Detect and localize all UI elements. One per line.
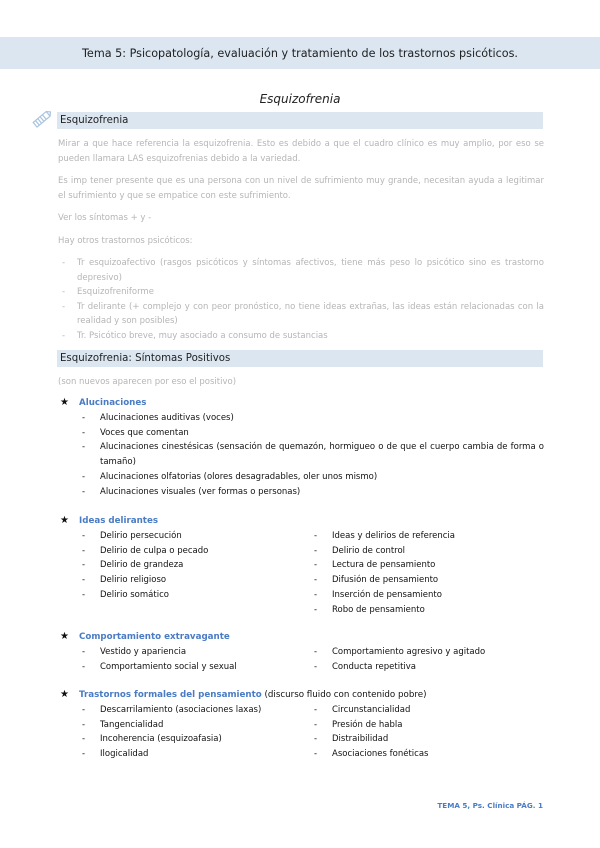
star-icon: ★ xyxy=(60,515,69,526)
list-item: - Tr. Psicótico breve, muy asociado a consumo de sustancias xyxy=(58,329,544,344)
star-icon: ★ xyxy=(60,631,69,642)
list-item: - Delirio religioso xyxy=(80,573,305,588)
list-item: - Conducta repetitiva xyxy=(312,660,544,675)
otros-trastornos-list xyxy=(58,256,544,343)
list-item: - Alucinaciones auditivas (voces) xyxy=(80,411,544,426)
list-item: - Alucinaciones cinestésicas (sensación de quemazón, hormigueo o de que el cuerpo cambia de forma o tamaño) xyxy=(80,440,544,469)
list-item: - Tr esquizoafectivo (rasgos psicóticos y síntomas afectivos, tiene más peso lo psicótico sino es trastorno depresivo) xyxy=(58,256,544,285)
paragraph-sufrimiento: Es imp tener presente que es una persona con un nivel de sufrimiento muy grande, necesitan ayuda a legitimar el sufrimiento y que se empatice con este sufrimiento. xyxy=(58,176,544,201)
list-item: - Difusión de pensamiento xyxy=(312,573,544,588)
list-item: - Distraibilidad xyxy=(312,732,544,747)
pencil-icon xyxy=(30,106,54,132)
list-item: - Ideas y delirios de referencia xyxy=(312,529,544,544)
paragraph-otros: Hay otros trastornos psicóticos: xyxy=(58,236,193,246)
list-item: - Comportamiento agresivo y agitado xyxy=(312,645,544,660)
paragraph-intro: Mirar a que hace referencia la esquizofrenia. Esto es debido a que el cuadro clínico es muy amplio, por eso se pueden llamara LAS esquizofrenias debido a la variedad. xyxy=(58,139,544,164)
trastornos-list-right xyxy=(312,703,544,762)
list-item: - Tr delirante (+ complejo y con peor pronóstico, no tiene ideas extrañas, las ideas están relacionadas con la realidad y son posibles) xyxy=(58,300,544,329)
page-footer: TEMA 5, Ps. Clínica PÁG. 1 xyxy=(437,801,543,810)
list-item: - Delirio de grandeza xyxy=(80,558,305,573)
list-item: - Lectura de pensamiento xyxy=(312,558,544,573)
list-item: - Esquizofreniforme xyxy=(58,285,544,300)
list-item: - Asociaciones fonéticas xyxy=(312,747,544,762)
list-item: - Tangencialidad xyxy=(80,718,305,733)
list-item: - Presión de habla xyxy=(312,718,544,733)
list-item: - Inserción de pensamiento xyxy=(312,588,544,603)
list-item: - Ilogicalidad xyxy=(80,747,305,762)
category-comportamiento: Comportamiento extravagante xyxy=(79,632,230,642)
category-ideas-delirantes: Ideas delirantes xyxy=(79,516,159,526)
list-item: - Alucinaciones visuales (ver formas o personas) xyxy=(80,485,544,500)
alucinaciones-list xyxy=(80,411,544,499)
category-extra: (discurso fluido con contenido pobre) xyxy=(261,690,427,700)
list-item: - Descarrilamiento (asociaciones laxas) xyxy=(80,703,305,718)
trastornos-list-left xyxy=(80,703,305,762)
ideas-list-left xyxy=(80,529,305,603)
list-item: - Comportamiento social y sexual xyxy=(80,660,305,675)
page-header xyxy=(0,37,600,69)
list-item: - Delirio de culpa o pecado xyxy=(80,544,305,559)
list-item: - Alucinaciones olfatorias (olores desagradables, oler unos mismo) xyxy=(80,470,544,485)
list-item: - Delirio somático xyxy=(80,588,305,603)
list-item: - Robo de pensamiento xyxy=(312,603,544,618)
section-heading-esquizofrenia: Esquizofrenia xyxy=(57,112,543,129)
header-title: Tema 5: Psicopatología, evaluación y tratamiento de los trastornos psicóticos. xyxy=(82,46,518,60)
category-alucinaciones: Alucinaciones xyxy=(79,398,147,408)
category-title: Trastornos formales del pensamiento xyxy=(79,690,262,700)
star-icon: ★ xyxy=(60,689,69,700)
list-item: - Incoherencia (esquizoafasia) xyxy=(80,732,305,747)
category-trastornos-formales xyxy=(79,690,426,700)
ideas-list-right xyxy=(312,529,544,617)
list-item: - Delirio de control xyxy=(312,544,544,559)
section-heading-sintomas-positivos: Esquizofrenia: Síntomas Positivos xyxy=(57,350,543,367)
paragraph-sintomas: Ver los síntomas + y - xyxy=(58,213,152,223)
comportamiento-list-right xyxy=(312,645,544,674)
list-item: - Circunstancialidad xyxy=(312,703,544,718)
star-icon: ★ xyxy=(60,397,69,408)
list-item: - Delirio persecución xyxy=(80,529,305,544)
note-positivos: (son nuevos aparecen por eso el positivo) xyxy=(58,377,237,387)
list-item: - Vestido y apariencia xyxy=(80,645,305,660)
list-item: - Voces que comentan xyxy=(80,426,544,441)
document-title: Esquizofrenia xyxy=(259,92,341,106)
comportamiento-list-left xyxy=(80,645,305,674)
